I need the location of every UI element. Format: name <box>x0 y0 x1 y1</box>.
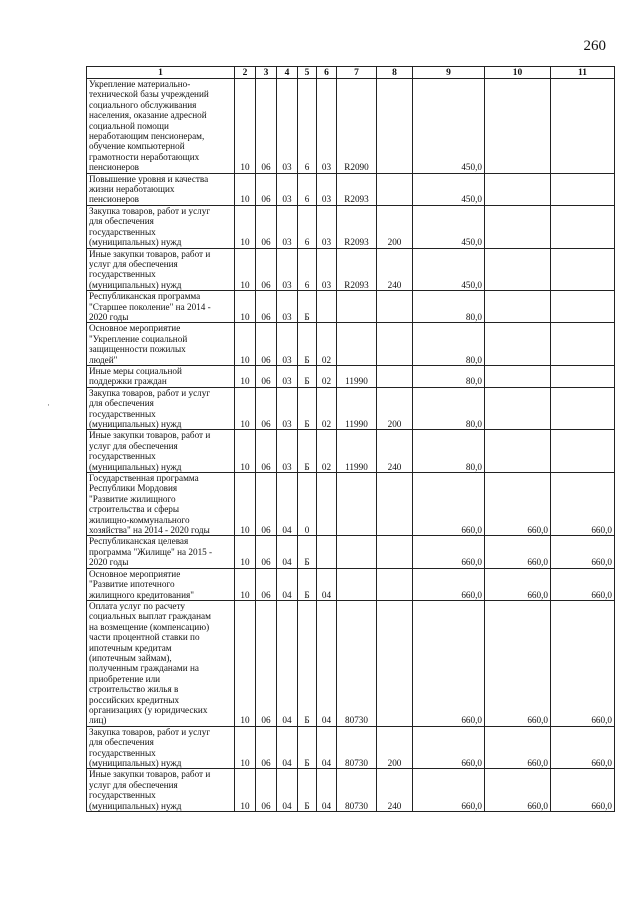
amount-year1-cell: 660,0 <box>413 536 485 568</box>
table-row <box>87 726 615 769</box>
program-code-cell: 0 <box>298 473 317 536</box>
target-article-cell: R2093 <box>337 205 377 248</box>
subsection-code-cell: 06 <box>256 291 277 323</box>
amount-year2-cell <box>485 79 551 174</box>
subsection2-code-cell: 03 <box>277 387 298 430</box>
amount-year1-cell: 660,0 <box>413 600 485 726</box>
expense-type-cell <box>377 568 413 600</box>
header-cell: 4 <box>277 67 298 79</box>
amount-year3-cell <box>551 291 615 323</box>
program-code-cell: 6 <box>298 205 317 248</box>
amount-year2-cell: 660,0 <box>485 769 551 812</box>
amount-year2-cell: 660,0 <box>485 473 551 536</box>
row-name-cell: Иные закупки товаров, работ и услуг для обеспечения государственных (муниципальных) нужд <box>87 430 235 473</box>
amount-year3-cell <box>551 173 615 205</box>
program-code-cell: Б <box>298 568 317 600</box>
expense-type-cell <box>377 600 413 726</box>
subsection-code-cell: 06 <box>256 387 277 430</box>
row-name-cell: Укрепление материально- технической базы учреждений социального обслуживания населения, оказание адресной социальной помощи неработающим пенсионерам, обучение компьютерной грамотности неработающих пенсионеров <box>87 79 235 174</box>
target-article-cell: R2093 <box>337 173 377 205</box>
amount-year3-cell <box>551 387 615 430</box>
amount-year3-cell <box>551 365 615 387</box>
amount-year3-cell: 660,0 <box>551 769 615 812</box>
subsection2-code-cell: 04 <box>277 600 298 726</box>
subsection2-code-cell: 04 <box>277 726 298 769</box>
target-article-cell <box>337 291 377 323</box>
table-row <box>87 536 615 568</box>
amount-year1-cell: 80,0 <box>413 387 485 430</box>
amount-year2-cell <box>485 323 551 366</box>
expense-type-cell <box>377 473 413 536</box>
program-code-cell: Б <box>298 291 317 323</box>
row-name-cell: Оплата услуг по расчету социальных выплат гражданам на возмещение (компенсацию) части процентной ставки по ипотечным кредитам (ипотечным займам), полученным гражданами на приобретение или строительство жилья в российских кредитных организациях (у юридических лиц) <box>87 600 235 726</box>
subsection2-code-cell: 03 <box>277 291 298 323</box>
section-code-cell: 10 <box>235 473 256 536</box>
table-row <box>87 205 615 248</box>
target-article-cell: R2093 <box>337 248 377 291</box>
row-name-cell: Основное мероприятие "Развитие ипотечного жилищного кредитования" <box>87 568 235 600</box>
row-name-cell: Республиканская целевая программа "Жилище" на 2015 - 2020 годы <box>87 536 235 568</box>
expense-type-cell: 240 <box>377 248 413 291</box>
section-code-cell: 10 <box>235 726 256 769</box>
table-row <box>87 248 615 291</box>
amount-year1-cell: 660,0 <box>413 473 485 536</box>
amount-year2-cell: 660,0 <box>485 568 551 600</box>
program-code-cell: Б <box>298 365 317 387</box>
program-code-cell: Б <box>298 769 317 812</box>
table-row <box>87 365 615 387</box>
subprogram-code-cell <box>317 291 337 323</box>
program-code-cell: 6 <box>298 173 317 205</box>
target-article-cell: 11990 <box>337 387 377 430</box>
program-code-cell: 6 <box>298 79 317 174</box>
amount-year2-cell <box>485 173 551 205</box>
table-row <box>87 79 615 174</box>
amount-year3-cell: 660,0 <box>551 473 615 536</box>
expense-type-cell <box>377 291 413 323</box>
amount-year1-cell: 80,0 <box>413 365 485 387</box>
subprogram-code-cell <box>317 536 337 568</box>
amount-year1-cell: 80,0 <box>413 291 485 323</box>
expense-type-cell <box>377 323 413 366</box>
header-cell: 6 <box>317 67 337 79</box>
subprogram-code-cell: 02 <box>317 365 337 387</box>
row-name-cell: Закупка товаров, работ и услуг для обеспечения государственных (муниципальных) нужд <box>87 726 235 769</box>
subprogram-code-cell: 03 <box>317 205 337 248</box>
subsection-code-cell: 06 <box>256 430 277 473</box>
subprogram-code-cell: 03 <box>317 173 337 205</box>
target-article-cell <box>337 568 377 600</box>
row-name-cell: Повышение уровня и качества жизни неработающих пенсионеров <box>87 173 235 205</box>
program-code-cell: Б <box>298 323 317 366</box>
amount-year1-cell: 450,0 <box>413 205 485 248</box>
row-name-cell: Основное мероприятие "Укрепление социальной защищенности пожилых людей" <box>87 323 235 366</box>
subprogram-code-cell <box>317 473 337 536</box>
amount-year3-cell: 660,0 <box>551 536 615 568</box>
section-code-cell: 10 <box>235 387 256 430</box>
table-row <box>87 387 615 430</box>
expense-type-cell <box>377 536 413 568</box>
subsection2-code-cell: 03 <box>277 323 298 366</box>
subsection-code-cell: 06 <box>256 600 277 726</box>
subprogram-code-cell: 04 <box>317 726 337 769</box>
header-cell: 1 <box>87 67 235 79</box>
expense-type-cell: 200 <box>377 205 413 248</box>
amount-year2-cell: 660,0 <box>485 536 551 568</box>
amount-year1-cell: 450,0 <box>413 79 485 174</box>
amount-year1-cell: 660,0 <box>413 568 485 600</box>
subprogram-code-cell: 02 <box>317 323 337 366</box>
amount-year3-cell <box>551 248 615 291</box>
section-code-cell: 10 <box>235 291 256 323</box>
subsection-code-cell: 06 <box>256 323 277 366</box>
row-name-cell: Закупка товаров, работ и услуг для обеспечения государственных (муниципальных) нужд <box>87 387 235 430</box>
table-row <box>87 173 615 205</box>
header-cell: 7 <box>337 67 377 79</box>
amount-year3-cell <box>551 323 615 366</box>
amount-year2-cell: 660,0 <box>485 600 551 726</box>
target-article-cell: R2090 <box>337 79 377 174</box>
amount-year1-cell: 450,0 <box>413 248 485 291</box>
program-code-cell: 6 <box>298 248 317 291</box>
amount-year1-cell: 660,0 <box>413 726 485 769</box>
subsection-code-cell: 06 <box>256 769 277 812</box>
subsection2-code-cell: 04 <box>277 568 298 600</box>
program-code-cell: Б <box>298 387 317 430</box>
subsection2-code-cell: 04 <box>277 473 298 536</box>
section-code-cell: 10 <box>235 568 256 600</box>
table-row <box>87 430 615 473</box>
amount-year1-cell: 80,0 <box>413 430 485 473</box>
program-code-cell: Б <box>298 430 317 473</box>
amount-year3-cell: 660,0 <box>551 726 615 769</box>
amount-year2-cell <box>485 205 551 248</box>
section-code-cell: 10 <box>235 430 256 473</box>
subprogram-code-cell: 02 <box>317 430 337 473</box>
section-code-cell: 10 <box>235 365 256 387</box>
subsection-code-cell: 06 <box>256 726 277 769</box>
budget-table <box>86 66 615 812</box>
amount-year2-cell <box>485 430 551 473</box>
subsection-code-cell: 06 <box>256 79 277 174</box>
header-cell: 9 <box>413 67 485 79</box>
row-name-cell: Государственная программа Республики Мордовия "Развитие жилищного строительства и сферы жилищно-коммунального хозяйства" на 2014 - 2020 годы <box>87 473 235 536</box>
amount-year3-cell <box>551 205 615 248</box>
subprogram-code-cell: 03 <box>317 248 337 291</box>
section-code-cell: 10 <box>235 769 256 812</box>
subprogram-code-cell: 03 <box>317 79 337 174</box>
expense-type-cell: 240 <box>377 769 413 812</box>
expense-type-cell: 200 <box>377 387 413 430</box>
table-row <box>87 473 615 536</box>
amount-year3-cell: 660,0 <box>551 568 615 600</box>
amount-year2-cell <box>485 365 551 387</box>
table-row <box>87 323 615 366</box>
subsection-code-cell: 06 <box>256 473 277 536</box>
subprogram-code-cell: 02 <box>317 387 337 430</box>
subprogram-code-cell: 04 <box>317 568 337 600</box>
amount-year2-cell: 660,0 <box>485 726 551 769</box>
amount-year3-cell: 660,0 <box>551 600 615 726</box>
section-code-cell: 10 <box>235 536 256 568</box>
subsection2-code-cell: 03 <box>277 248 298 291</box>
expense-type-cell <box>377 173 413 205</box>
row-name-cell: Закупка товаров, работ и услуг для обеспечения государственных (муниципальных) нужд <box>87 205 235 248</box>
header-cell: 5 <box>298 67 317 79</box>
subsection2-code-cell: 03 <box>277 79 298 174</box>
subsection-code-cell: 06 <box>256 568 277 600</box>
subsection-code-cell: 06 <box>256 248 277 291</box>
target-article-cell: 11990 <box>337 430 377 473</box>
amount-year1-cell: 660,0 <box>413 769 485 812</box>
amount-year2-cell <box>485 248 551 291</box>
table-row <box>87 568 615 600</box>
section-code-cell: 10 <box>235 600 256 726</box>
header-cell: 11 <box>551 67 615 79</box>
expense-type-cell <box>377 365 413 387</box>
target-article-cell: 80730 <box>337 726 377 769</box>
subprogram-code-cell: 04 <box>317 600 337 726</box>
header-cell: 2 <box>235 67 256 79</box>
subsection2-code-cell: 03 <box>277 430 298 473</box>
target-article-cell: 80730 <box>337 769 377 812</box>
amount-year1-cell: 450,0 <box>413 173 485 205</box>
section-code-cell: 10 <box>235 248 256 291</box>
section-code-cell: 10 <box>235 205 256 248</box>
header-cell: 8 <box>377 67 413 79</box>
header-row <box>87 67 615 79</box>
row-name-cell: Иные закупки товаров, работ и услуг для обеспечения государственных (муниципальных) нужд <box>87 248 235 291</box>
target-article-cell <box>337 536 377 568</box>
subsection2-code-cell: 03 <box>277 205 298 248</box>
subsection-code-cell: 06 <box>256 365 277 387</box>
row-name-cell: Республиканская программа "Старшее поколение" на 2014 - 2020 годы <box>87 291 235 323</box>
table-row <box>87 291 615 323</box>
target-article-cell <box>337 473 377 536</box>
section-code-cell: 10 <box>235 173 256 205</box>
row-name-cell: Иные меры социальной поддержки граждан <box>87 365 235 387</box>
amount-year1-cell: 80,0 <box>413 323 485 366</box>
scan-mark: · <box>47 400 50 410</box>
header-cell: 3 <box>256 67 277 79</box>
amount-year3-cell <box>551 79 615 174</box>
row-name-cell: Иные закупки товаров, работ и услуг для обеспечения государственных (муниципальных) нужд <box>87 769 235 812</box>
section-code-cell: 10 <box>235 323 256 366</box>
amount-year2-cell <box>485 291 551 323</box>
subsection-code-cell: 06 <box>256 205 277 248</box>
target-article-cell <box>337 323 377 366</box>
subsection2-code-cell: 03 <box>277 365 298 387</box>
table-row <box>87 600 615 726</box>
subprogram-code-cell: 04 <box>317 769 337 812</box>
table-row <box>87 769 615 812</box>
subsection2-code-cell: 04 <box>277 769 298 812</box>
program-code-cell: Б <box>298 536 317 568</box>
expense-type-cell <box>377 79 413 174</box>
target-article-cell: 80730 <box>337 600 377 726</box>
program-code-cell: Б <box>298 600 317 726</box>
page-number: 260 <box>583 38 606 54</box>
target-article-cell: 11990 <box>337 365 377 387</box>
subsection2-code-cell: 04 <box>277 536 298 568</box>
amount-year2-cell <box>485 387 551 430</box>
subsection-code-cell: 06 <box>256 536 277 568</box>
program-code-cell: Б <box>298 726 317 769</box>
subsection-code-cell: 06 <box>256 173 277 205</box>
header-cell: 10 <box>485 67 551 79</box>
expense-type-cell: 240 <box>377 430 413 473</box>
amount-year3-cell <box>551 430 615 473</box>
section-code-cell: 10 <box>235 79 256 174</box>
table-body <box>87 79 615 812</box>
expense-type-cell: 200 <box>377 726 413 769</box>
subsection2-code-cell: 03 <box>277 173 298 205</box>
